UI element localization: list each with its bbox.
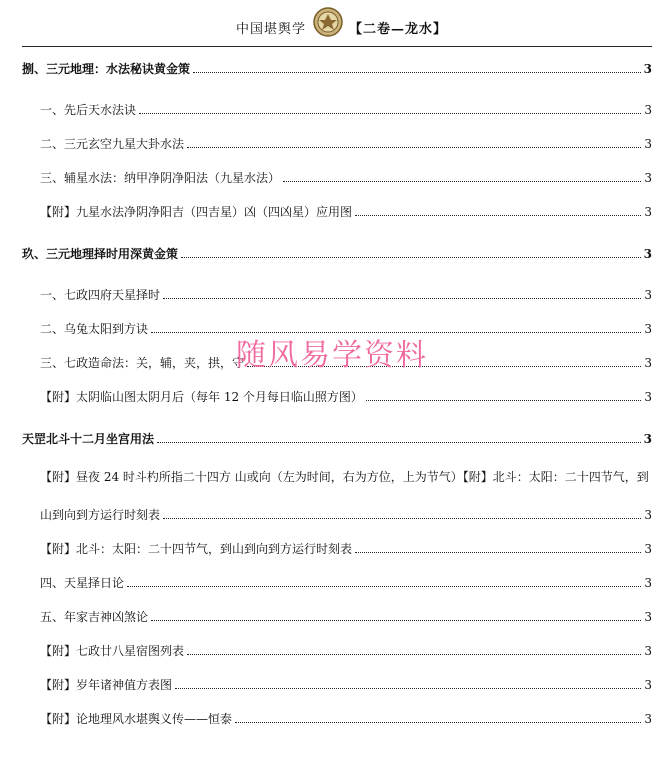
watermark-text: 随风易学资料 xyxy=(236,338,428,373)
dot-leader xyxy=(355,215,641,216)
dot-leader xyxy=(283,181,641,182)
toc-entry[interactable] xyxy=(22,640,652,658)
dot-leader xyxy=(163,298,641,299)
toc-entry-title: 二、乌兔太阳到方诀 xyxy=(40,322,149,336)
toc-entry-title: 【附】论地理风水堪舆义传——恒泰 xyxy=(40,712,233,726)
dot-leader xyxy=(355,552,641,553)
toc-entry-title: 三、辅星水法：纳甲净阴净阳法（九星水法） xyxy=(40,171,281,185)
toc-entry[interactable] xyxy=(22,428,652,446)
toc-entry-title: 【附】九星水法净阴净阳吉（四吉星）凶（四凶星）应用图 xyxy=(40,205,353,219)
toc-entry[interactable] xyxy=(22,201,652,219)
toc-entry-title-line2: 山到向到方运行时刻表 xyxy=(40,508,161,522)
toc-entry[interactable] xyxy=(22,386,652,404)
dot-leader xyxy=(193,72,641,73)
dot-leader xyxy=(157,442,641,443)
toc-page-number: 3 xyxy=(644,508,652,522)
toc-entry-title: 一、七政四府天星择时 xyxy=(40,288,161,302)
toc-entry[interactable] xyxy=(22,572,652,590)
header-left-title: 中国堪舆学 xyxy=(236,22,307,37)
toc-page-number: 3 xyxy=(644,205,652,219)
toc-entry[interactable] xyxy=(22,606,652,624)
toc-entry-title: 捌、三元地理：水法秘诀黄金策 xyxy=(22,62,191,76)
toc-entry-title: 【附】太阴临山图太阴月后（每年 12 个月每日临山照方图） xyxy=(40,390,363,404)
toc-entry-title: 【附】七政廿八星宿图列表 xyxy=(40,644,185,658)
toc-page-number: 3 xyxy=(644,171,652,185)
toc-page-number: 3 xyxy=(644,610,652,624)
toc-page-number: 3 xyxy=(644,390,652,404)
header-divider xyxy=(22,46,652,47)
toc-entry-title: 【附】北斗：太阳：二十四节气，到山到向到方运行时刻表 xyxy=(40,542,353,556)
toc-entry[interactable] xyxy=(22,99,652,117)
toc-entry-title: 一、先后天水法诀 xyxy=(40,103,137,117)
toc-entry[interactable] xyxy=(22,133,652,151)
dot-leader xyxy=(139,113,641,114)
toc-entry-title: 【附】岁年诸神值方表图 xyxy=(40,678,173,692)
toc-entry-title: 玖、三元地理择时用深黄金策 xyxy=(22,247,179,261)
page-header xyxy=(0,0,672,48)
dot-leader xyxy=(175,688,641,689)
toc-page-number: 3 xyxy=(644,288,652,302)
toc-entry-title: 五、年家吉神凶煞论 xyxy=(40,610,149,624)
logo-emblem-icon xyxy=(313,7,343,37)
toc-page-number: 3 xyxy=(644,356,652,370)
toc-entry-title: 三、七政造命法：关，辅，夹，拱，守 xyxy=(40,356,245,370)
toc-entry[interactable] xyxy=(22,167,652,185)
toc-page-number: 3 xyxy=(644,103,652,117)
dot-leader xyxy=(366,400,641,401)
toc-page-number: 3 xyxy=(644,712,652,726)
toc-entry-title-line1: 【附】昼夜 24 时斗杓所指二十四方 山或向（左为时间，右为方位，上为节气）【附】北斗：太阳：二十四节气，到 xyxy=(40,470,649,484)
dot-leader xyxy=(151,620,641,621)
toc-entry-title: 天罡北斗十二月坐宫用法 xyxy=(22,432,155,446)
toc-entry[interactable] xyxy=(22,284,652,302)
dot-leader xyxy=(127,586,641,587)
toc-page-number: 3 xyxy=(644,322,652,336)
toc-entry-title: 二、三元玄空九星大卦水法 xyxy=(40,137,185,151)
toc-entry-continuation[interactable] xyxy=(22,504,652,522)
dot-leader xyxy=(235,722,641,723)
toc-entry[interactable] xyxy=(22,674,652,692)
dot-leader xyxy=(187,147,641,148)
toc-page-number: 3 xyxy=(643,247,652,261)
toc-entry-wrapped[interactable] xyxy=(22,470,652,484)
header-right-title: 【二卷—龙水】 xyxy=(349,22,448,37)
toc-entry[interactable] xyxy=(22,538,652,556)
toc-entry-title: 四、天星择日论 xyxy=(40,576,125,590)
toc-entry[interactable] xyxy=(22,58,652,76)
toc-page-number: 3 xyxy=(643,432,652,446)
toc-page-number: 3 xyxy=(644,542,652,556)
toc-entry[interactable] xyxy=(22,708,652,726)
toc-page-number: 3 xyxy=(643,62,652,76)
toc-page-number: 3 xyxy=(644,137,652,151)
dot-leader xyxy=(163,518,641,519)
toc-page-number: 3 xyxy=(644,678,652,692)
toc-page-number: 3 xyxy=(644,576,652,590)
toc-entry[interactable] xyxy=(22,243,652,261)
toc-page-number: 3 xyxy=(644,644,652,658)
dot-leader xyxy=(187,654,641,655)
dot-leader xyxy=(181,257,641,258)
